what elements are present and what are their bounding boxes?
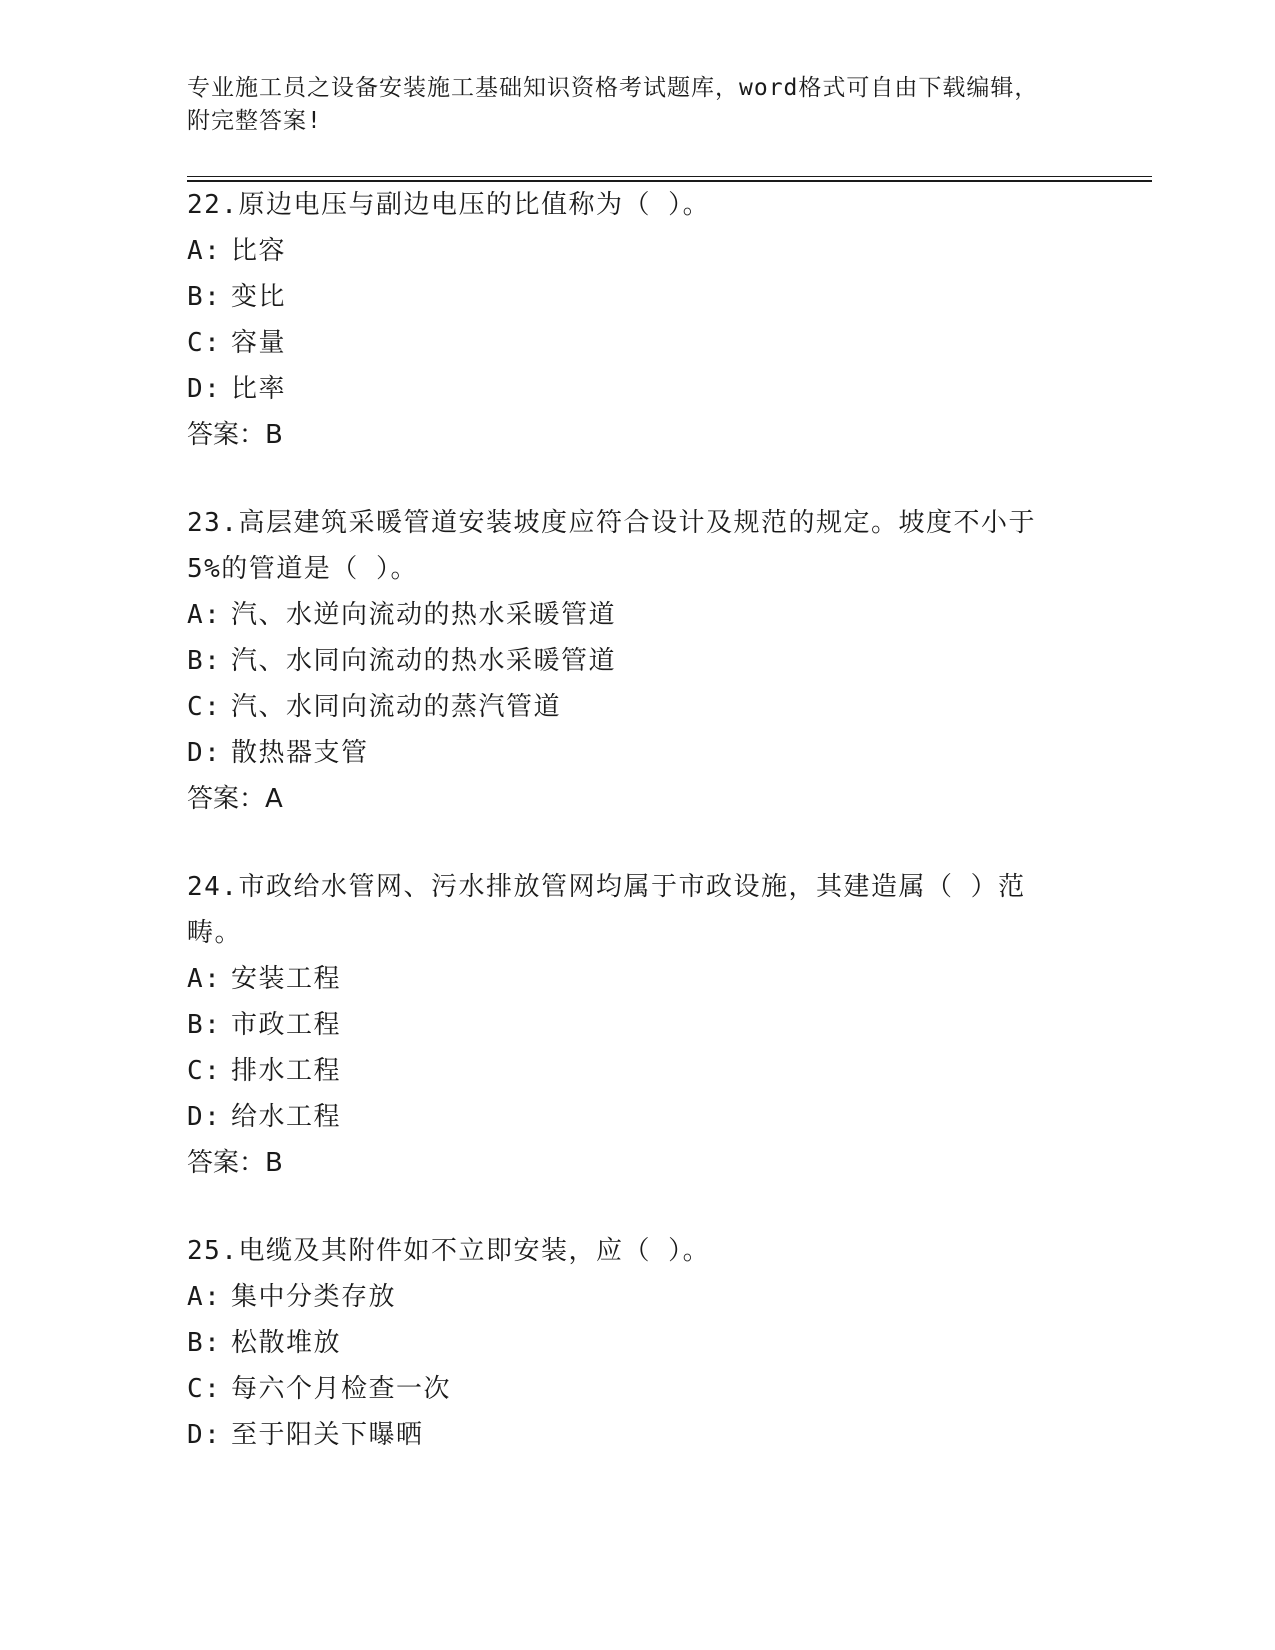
answer-option [187, 274, 1152, 320]
option-text: 比容 [231, 236, 287, 266]
answer-option [187, 320, 1152, 366]
option-letter: C: [187, 692, 222, 722]
option-letter: D: [187, 374, 222, 404]
option-text: 市政工程 [231, 1010, 342, 1040]
answer-option [187, 684, 1152, 730]
option-letter: A: [187, 236, 222, 266]
option-letter: D: [187, 1102, 222, 1132]
option-text: 比率 [231, 374, 287, 404]
document-header [187, 72, 1067, 138]
option-letter: A: [187, 600, 222, 630]
answer-option [187, 1412, 1152, 1458]
answer-key: 答案：B [187, 420, 283, 450]
answer-option [187, 1094, 1152, 1140]
option-text: 给水工程 [231, 1102, 342, 1132]
header-line-1: 专业施工员之设备安装施工基础知识资格考试题库，word格式可自由下载编辑， [187, 75, 1039, 101]
answer-option [187, 1320, 1152, 1366]
option-letter: B: [187, 1010, 222, 1040]
question-stem: 24.市政给水管网、污水排放管网均属于市政设施，其建造属（ ）范畴。 [187, 872, 1026, 948]
answer-option [187, 1366, 1152, 1412]
option-letter: C: [187, 1374, 222, 1404]
option-letter: B: [187, 282, 222, 312]
option-text: 汽、水同向流动的热水采暖管道 [231, 646, 617, 676]
answer-key: 答案：B [187, 1148, 283, 1178]
option-letter: D: [187, 738, 222, 768]
question-block [187, 182, 1152, 458]
option-text: 汽、水逆向流动的热水采暖管道 [231, 600, 617, 630]
option-text: 散热器支管 [231, 738, 369, 768]
option-text: 至于阳关下曝晒 [231, 1420, 424, 1450]
option-letter: C: [187, 328, 222, 358]
header-divider [187, 176, 1152, 182]
question-spacer [187, 822, 1152, 864]
option-text: 集中分类存放 [231, 1282, 397, 1312]
answer-option [187, 956, 1152, 1002]
answer-option [187, 366, 1152, 412]
answer-option [187, 228, 1152, 274]
answer-option [187, 730, 1152, 776]
header-line-2: 附完整答案! [187, 108, 322, 134]
option-letter: B: [187, 1328, 222, 1358]
answer-option [187, 638, 1152, 684]
option-text: 变比 [231, 282, 287, 312]
option-letter: A: [187, 964, 222, 994]
answer-option [187, 1002, 1152, 1048]
question-stem: 22.原边电压与副边电压的比值称为（ ）。 [187, 190, 711, 220]
question-stem: 23.高层建筑采暖管道安装坡度应符合设计及规范的规定。坡度不小于5%的管道是（ ）。 [187, 508, 1036, 584]
option-letter: C: [187, 1056, 222, 1086]
option-text: 容量 [231, 328, 287, 358]
option-text: 排水工程 [231, 1056, 342, 1086]
option-letter: D: [187, 1420, 222, 1450]
option-text: 安装工程 [231, 964, 342, 994]
option-letter: A: [187, 1282, 222, 1312]
answer-option [187, 592, 1152, 638]
question-block [187, 1228, 1152, 1458]
option-letter: B: [187, 646, 222, 676]
question-spacer [187, 458, 1152, 500]
option-text: 每六个月检查一次 [231, 1374, 452, 1404]
answer-option [187, 1274, 1152, 1320]
option-text: 松散堆放 [231, 1328, 342, 1358]
answer-option [187, 1048, 1152, 1094]
document-page [187, 72, 1152, 1458]
answer-key: 答案：A [187, 784, 283, 814]
question-block [187, 500, 1152, 822]
option-text: 汽、水同向流动的蒸汽管道 [231, 692, 562, 722]
question-spacer [187, 1186, 1152, 1228]
question-block [187, 864, 1152, 1186]
question-stem: 25.电缆及其附件如不立即安装，应（ ）。 [187, 1236, 711, 1266]
question-list [187, 182, 1152, 1458]
